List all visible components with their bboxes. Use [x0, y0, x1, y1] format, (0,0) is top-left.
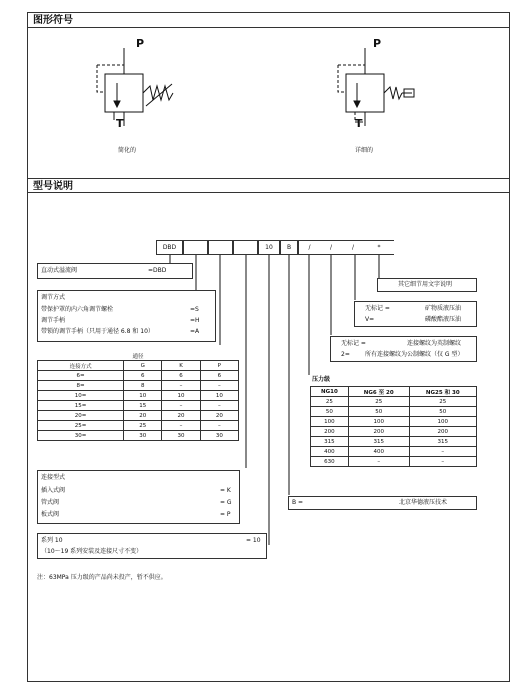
table-row: 25= 25 – – — [38, 421, 239, 431]
simplified-caption: 简化的 — [118, 147, 137, 154]
connection-row-code: = P — [220, 511, 231, 518]
table-row: 20= 20 20 20 — [38, 411, 239, 421]
medium-row-value: 磷酸酯液压油 — [425, 316, 462, 323]
valve-type-box — [37, 263, 193, 279]
section-header-model: 型号说明 — [28, 178, 509, 193]
code-cell-thread: / — [320, 240, 342, 255]
thread-row-value: 连接螺纹为英制螺纹 — [407, 340, 462, 347]
other-details-label: 其它细节用文字说明 — [398, 281, 453, 288]
p-port-label: P — [136, 37, 145, 50]
connection-row-label: 插入式阀 — [41, 487, 66, 494]
table-row: 400 400 – — [311, 447, 477, 457]
adjust-row-label: 带锁的调节手柄（只用于通径 6.8 和 10） — [41, 328, 154, 335]
valve-type-code: =DBD — [148, 267, 167, 274]
table-row: 50 50 50 — [311, 407, 477, 417]
connection-row-label: 管式阀 — [41, 499, 60, 506]
table-row: 200 200 200 — [311, 427, 477, 437]
adjust-row-label: 调节手柄 — [41, 317, 66, 324]
bore-col-header: 连接方式 — [38, 361, 124, 371]
brand-value: 北京华德液压技术 — [399, 499, 448, 506]
bore-col-header: G — [124, 361, 162, 371]
adjust-row-code: =A — [190, 328, 200, 335]
table-row: 30= 30 30 30 — [38, 431, 239, 441]
connection-row-label: 板式阀 — [41, 511, 60, 518]
table-row: 630 – – — [311, 457, 477, 467]
pressure-col-header: NG10 — [311, 387, 349, 397]
detailed-caption: 详细的 — [355, 147, 374, 154]
adjust-box — [37, 290, 216, 342]
pressure-col-header: NG6 至 20 — [348, 387, 409, 397]
thread-row-label: 2= — [341, 351, 350, 358]
medium-row-label: V= — [365, 316, 375, 323]
bore-header: 通径 — [38, 351, 239, 361]
footnote: 注：63MPa 压力级的产品尚未投产，暂不供应。 — [37, 574, 167, 581]
thread-box — [330, 336, 477, 362]
medium-box — [354, 301, 477, 327]
code-cell-series: 10 — [258, 240, 280, 255]
table-row: 8= 8 – – — [38, 381, 239, 391]
code-cell-brand: B — [280, 240, 298, 255]
table-row: 10= 10 10 10 — [38, 391, 239, 401]
brand-box — [288, 496, 477, 510]
connection-row-code: = G — [220, 499, 232, 506]
table-row: 15= 15 – – — [38, 401, 239, 411]
table-row: 6= 6 6 6 — [38, 371, 239, 381]
t-port-label-detailed: T — [355, 117, 363, 130]
code-cell-other: * — [364, 240, 394, 255]
bore-col-header: P — [200, 361, 238, 371]
brand-label: B = — [292, 499, 304, 506]
adjust-row-code: =S — [190, 306, 199, 313]
thread-row-value: 所有连接螺纹为公制螺纹（仅 G 型） — [365, 351, 464, 358]
code-cell-pressure: / — [298, 240, 320, 255]
section-header-symbols: 图形符号 — [28, 13, 509, 28]
bore-col-header: K — [162, 361, 200, 371]
code-cell-dbd: DBD — [156, 240, 183, 255]
table-row: 100 100 100 — [311, 417, 477, 427]
pressure-col-header: NG25 和 30 — [409, 387, 476, 397]
table-row: 25 25 25 — [311, 397, 477, 407]
adjust-title: 调节方式 — [41, 294, 66, 301]
pressure-table — [310, 386, 477, 467]
adjust-row-code: =H — [190, 317, 200, 324]
p-port-label-detailed: P — [373, 37, 382, 50]
medium-row-value: 矿物质液压油 — [425, 305, 462, 312]
table-row: 315 315 315 — [311, 437, 477, 447]
series-label: 系列 10 — [41, 537, 63, 544]
pressure-title: 压力级 — [312, 376, 331, 383]
series-box — [37, 533, 267, 559]
series-code: = 10 — [246, 537, 261, 544]
thread-row-label: 无标记 = — [341, 340, 366, 347]
connection-box — [37, 470, 240, 524]
connection-row-code: = K — [220, 487, 231, 494]
code-cell-medium: / — [342, 240, 364, 255]
valve-type-label: 直动式溢流阀 — [41, 267, 78, 274]
t-port-label: T — [116, 117, 124, 130]
connection-title: 连接型式 — [41, 474, 66, 481]
other-details-box — [377, 278, 477, 292]
bore-table — [37, 351, 239, 441]
medium-row-label: 无标记 = — [365, 305, 390, 312]
adjust-row-label: 带保护罩的内六角调节螺栓 — [41, 306, 114, 313]
series-note: （10～19 系列安装及连接尺寸不变） — [41, 548, 143, 555]
